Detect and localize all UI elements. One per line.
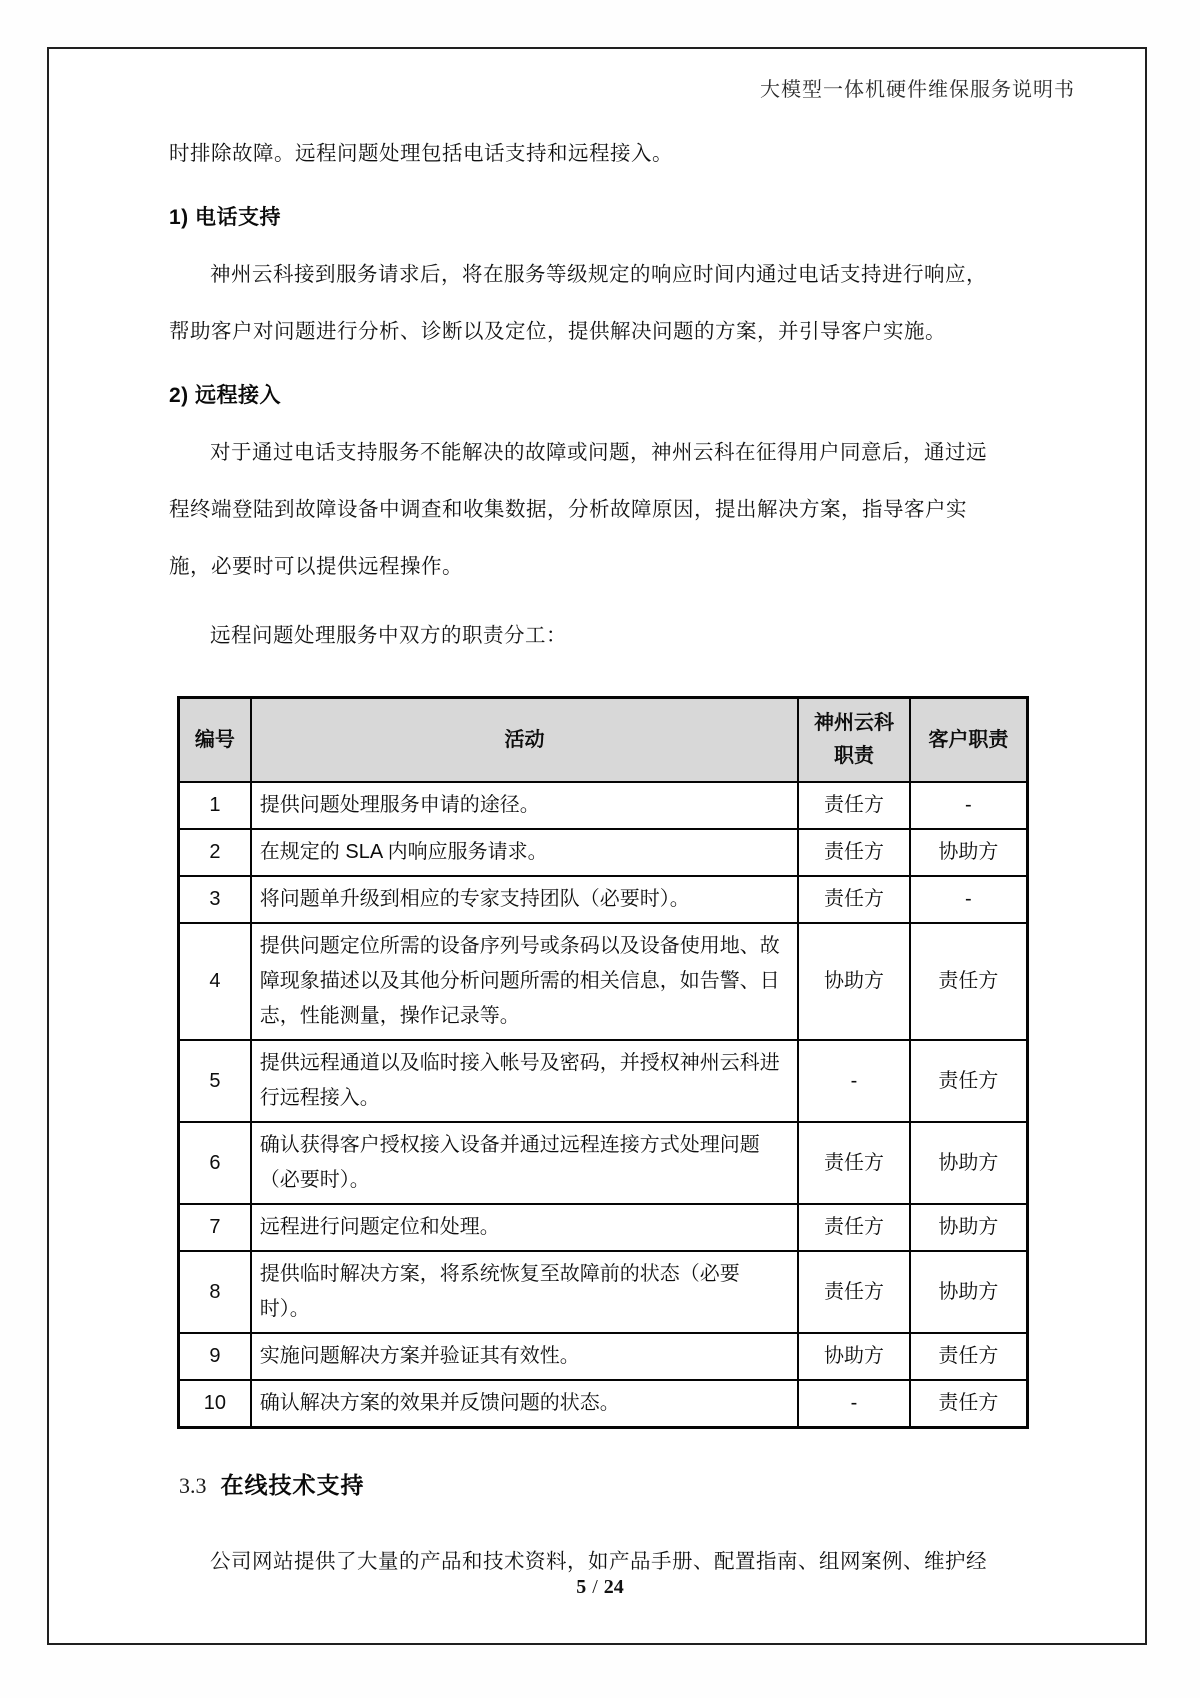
cell-vendor: 责任方 bbox=[798, 1204, 910, 1251]
cell-vendor: - bbox=[798, 1380, 910, 1428]
cell-vendor: 责任方 bbox=[798, 1251, 910, 1333]
cell-activity: 确认解决方案的效果并反馈问题的状态。 bbox=[251, 1380, 798, 1428]
table-row bbox=[179, 1333, 1028, 1380]
cell-activity: 远程进行问题定位和处理。 bbox=[251, 1204, 798, 1251]
table-row bbox=[179, 829, 1028, 876]
cell-activity: 提供远程通道以及临时接入帐号及密码，并授权神州云科进行远程接入。 bbox=[251, 1040, 798, 1122]
paragraph-line: 对于通过电话支持服务不能解决的故障或问题，神州云科在征得用户同意后，通过远 bbox=[210, 441, 987, 464]
cell-customer: 协助方 bbox=[910, 1251, 1028, 1333]
cell-customer: - bbox=[910, 782, 1028, 829]
paragraph-line: 帮助客户对问题进行分析、诊断以及定位，提供解决问题的方案，并引导客户实施。 bbox=[169, 320, 946, 343]
cell-customer: 责任方 bbox=[910, 1333, 1028, 1380]
cell-vendor: 协助方 bbox=[798, 1333, 910, 1380]
table-row bbox=[179, 1204, 1028, 1251]
document-header-title: 大模型一体机硬件维保服务说明书 bbox=[760, 79, 1075, 101]
page-footer bbox=[0, 1576, 1200, 1599]
table-lead-paragraph: 远程问题处理服务中双方的职责分工： bbox=[210, 624, 567, 647]
cell-activity: 提供问题处理服务申请的途径。 bbox=[251, 782, 798, 829]
heading-phone-support: 1) 电话支持 bbox=[169, 206, 282, 229]
cell-number: 7 bbox=[179, 1204, 251, 1251]
table-row bbox=[179, 1040, 1028, 1122]
paragraph-continuation: 时排除故障。远程问题处理包括电话支持和远程接入。 bbox=[169, 142, 673, 165]
cell-customer: 责任方 bbox=[910, 1380, 1028, 1428]
cell-vendor: - bbox=[798, 1040, 910, 1122]
paragraph-online-support: 公司网站提供了大量的产品和技术资料，如产品手册、配置指南、组网案例、维护经 bbox=[210, 1550, 987, 1573]
cell-customer: 责任方 bbox=[910, 923, 1028, 1040]
table-row bbox=[179, 1122, 1028, 1204]
responsibility-table bbox=[177, 696, 1029, 1429]
cell-customer: - bbox=[910, 876, 1028, 923]
page-content bbox=[47, 47, 1151, 1647]
paragraph-line: 施，必要时可以提供远程操作。 bbox=[169, 555, 463, 578]
cell-customer: 责任方 bbox=[910, 1040, 1028, 1122]
table-row bbox=[179, 1251, 1028, 1333]
cell-number: 10 bbox=[179, 1380, 251, 1428]
cell-activity: 提供问题定位所需的设备序列号或条码以及设备使用地、故障现象描述以及其他分析问题所需的相关信息，如告警、日志，性能测量，操作记录等。 bbox=[251, 923, 798, 1040]
current-page-number: 5 bbox=[576, 1576, 587, 1598]
page-separator: / bbox=[592, 1576, 598, 1598]
column-header-number: 编号 bbox=[179, 698, 251, 783]
column-header-customer-responsibility: 客户职责 bbox=[910, 698, 1028, 783]
section-number: 3.3 bbox=[179, 1473, 207, 1498]
paragraph-remote-access bbox=[169, 424, 1075, 595]
heading-online-support bbox=[179, 1467, 1075, 1507]
cell-vendor: 责任方 bbox=[798, 1122, 910, 1204]
cell-number: 3 bbox=[179, 876, 251, 923]
cell-number: 2 bbox=[179, 829, 251, 876]
section-title: 在线技术支持 bbox=[220, 1472, 365, 1498]
paragraph-phone-support bbox=[169, 246, 1075, 360]
cell-vendor: 协助方 bbox=[798, 923, 910, 1040]
table-row bbox=[179, 1380, 1028, 1428]
cell-customer: 协助方 bbox=[910, 1204, 1028, 1251]
cell-activity: 提供临时解决方案，将系统恢复至故障前的状态（必要时）。 bbox=[251, 1251, 798, 1333]
cell-number: 4 bbox=[179, 923, 251, 1040]
paragraph-line: 神州云科接到服务请求后，将在服务等级规定的响应时间内通过电话支持进行响应， bbox=[210, 263, 987, 286]
cell-number: 6 bbox=[179, 1122, 251, 1204]
cell-number: 5 bbox=[179, 1040, 251, 1122]
cell-activity: 将问题单升级到相应的专家支持团队（必要时）。 bbox=[251, 876, 798, 923]
column-header-activity: 活动 bbox=[251, 698, 798, 783]
table-row bbox=[179, 876, 1028, 923]
cell-activity: 确认获得客户授权接入设备并通过远程连接方式处理问题（必要时）。 bbox=[251, 1122, 798, 1204]
cell-activity: 在规定的 SLA 内响应服务请求。 bbox=[251, 829, 798, 876]
cell-number: 1 bbox=[179, 782, 251, 829]
cell-number: 8 bbox=[179, 1251, 251, 1333]
cell-vendor: 责任方 bbox=[798, 829, 910, 876]
cell-number: 9 bbox=[179, 1333, 251, 1380]
column-header-vendor-responsibility: 神州云科职责 bbox=[798, 698, 910, 783]
total-page-number: 24 bbox=[603, 1576, 624, 1598]
heading-remote-access: 2) 远程接入 bbox=[169, 384, 282, 407]
cell-activity: 实施问题解决方案并验证其有效性。 bbox=[251, 1333, 798, 1380]
cell-customer: 协助方 bbox=[910, 829, 1028, 876]
table-header-row bbox=[179, 698, 1028, 783]
cell-vendor: 责任方 bbox=[798, 782, 910, 829]
table-row bbox=[179, 923, 1028, 1040]
cell-vendor: 责任方 bbox=[798, 876, 910, 923]
paragraph-line: 程终端登陆到故障设备中调查和收集数据，分析故障原因，提出解决方案，指导客户实 bbox=[169, 498, 967, 521]
table-row bbox=[179, 782, 1028, 829]
cell-customer: 协助方 bbox=[910, 1122, 1028, 1204]
